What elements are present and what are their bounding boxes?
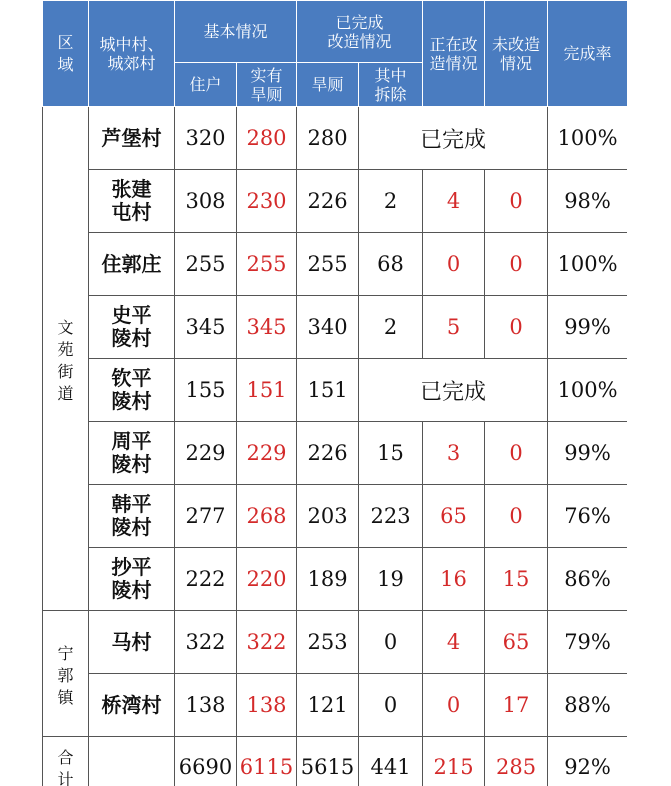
dry-toilets-value: 322: [237, 611, 297, 674]
table-row: [43, 359, 628, 422]
table-row: [43, 611, 628, 674]
header-dry-toilets: 实有 旱厕: [237, 63, 297, 107]
total-in-progress: 215: [423, 737, 485, 786]
village-name: 芦堡村: [89, 107, 175, 170]
table-row: [43, 674, 628, 737]
in-progress-value: 65: [423, 485, 485, 548]
village-name: 钦平 陵村: [89, 359, 175, 422]
village-name: 史平 陵村: [89, 296, 175, 359]
not-done-value: 15: [485, 548, 548, 611]
rate-value: 100%: [548, 107, 627, 170]
table-row: [43, 233, 628, 296]
rate-value: 88%: [548, 674, 627, 737]
toilet-renovation-table: [42, 0, 627, 786]
not-done-value: 0: [485, 485, 548, 548]
table-row: [43, 422, 628, 485]
header-region-label: 区 域: [57, 32, 74, 74]
in-progress-value: 16: [423, 548, 485, 611]
households-value: 320: [175, 107, 237, 170]
header-not-done: 未改造 情况: [485, 1, 548, 107]
completed-status: 已完成: [359, 107, 548, 170]
table-row: [43, 548, 628, 611]
done-toilet-value: 189: [297, 548, 359, 611]
header-in-progress: 正在改 造情况: [423, 1, 485, 107]
total-label: 合 计: [57, 747, 74, 786]
households-value: 138: [175, 674, 237, 737]
dry-toilets-value: 280: [237, 107, 297, 170]
village-name: 抄平 陵村: [89, 548, 175, 611]
table-row: [43, 296, 628, 359]
header-demolished: 其中 拆除: [359, 63, 423, 107]
demolished-value: 223: [359, 485, 423, 548]
table-row: [43, 107, 628, 170]
done-toilet-value: 151: [297, 359, 359, 422]
table-row: [43, 170, 628, 233]
region-cell: [43, 107, 89, 611]
rate-value: 98%: [548, 170, 627, 233]
header-basic: 基本情况: [175, 1, 297, 63]
data-table-container: [42, 0, 627, 786]
header-dry-toilet: 旱厕: [297, 63, 359, 107]
households-value: 345: [175, 296, 237, 359]
rate-value: 76%: [548, 485, 627, 548]
dry-toilets-value: 345: [237, 296, 297, 359]
dry-toilets-value: 151: [237, 359, 297, 422]
region-cell: [43, 611, 89, 737]
not-done-value: 0: [485, 296, 548, 359]
not-done-value: 17: [485, 674, 548, 737]
village-name: 周平 陵村: [89, 422, 175, 485]
total-label-cell: [43, 737, 89, 786]
total-village-empty: [89, 737, 175, 786]
not-done-value: 65: [485, 611, 548, 674]
dry-toilets-value: 268: [237, 485, 297, 548]
dry-toilets-value: 138: [237, 674, 297, 737]
village-name: 住郭庄: [89, 233, 175, 296]
rate-value: 100%: [548, 233, 627, 296]
completed-status: 已完成: [359, 359, 548, 422]
total-row: [43, 737, 628, 786]
done-toilet-value: 280: [297, 107, 359, 170]
demolished-value: 2: [359, 296, 423, 359]
header-completed: 已完成 改造情况: [297, 1, 423, 63]
done-toilet-value: 340: [297, 296, 359, 359]
dry-toilets-value: 220: [237, 548, 297, 611]
total-done-toilet: 5615: [297, 737, 359, 786]
total-demolished: 441: [359, 737, 423, 786]
not-done-value: 0: [485, 170, 548, 233]
households-value: 229: [175, 422, 237, 485]
households-value: 277: [175, 485, 237, 548]
demolished-value: 68: [359, 233, 423, 296]
dry-toilets-value: 230: [237, 170, 297, 233]
demolished-value: 0: [359, 611, 423, 674]
in-progress-value: 3: [423, 422, 485, 485]
rate-value: 100%: [548, 359, 627, 422]
total-not-done: 285: [485, 737, 548, 786]
done-toilet-value: 255: [297, 233, 359, 296]
not-done-value: 0: [485, 233, 548, 296]
households-value: 308: [175, 170, 237, 233]
header-households: 住户: [175, 63, 237, 107]
dry-toilets-value: 229: [237, 422, 297, 485]
village-name: 张建 屯村: [89, 170, 175, 233]
village-name: 韩平 陵村: [89, 485, 175, 548]
village-name: 桥湾村: [89, 674, 175, 737]
done-toilet-value: 121: [297, 674, 359, 737]
rate-value: 99%: [548, 422, 627, 485]
village-name: 马村: [89, 611, 175, 674]
households-value: 255: [175, 233, 237, 296]
demolished-value: 2: [359, 170, 423, 233]
header-rate: 完成率: [548, 1, 627, 107]
households-value: 155: [175, 359, 237, 422]
region-label: 文 苑 街 道: [57, 317, 74, 403]
in-progress-value: 0: [423, 674, 485, 737]
total-rate: 92%: [548, 737, 627, 786]
rate-value: 79%: [548, 611, 627, 674]
region-label: 宁 郭 镇: [57, 643, 74, 707]
rate-value: 99%: [548, 296, 627, 359]
total-households: 6690: [175, 737, 237, 786]
demolished-value: 19: [359, 548, 423, 611]
in-progress-value: 4: [423, 611, 485, 674]
done-toilet-value: 226: [297, 422, 359, 485]
dry-toilets-value: 255: [237, 233, 297, 296]
done-toilet-value: 226: [297, 170, 359, 233]
done-toilet-value: 253: [297, 611, 359, 674]
in-progress-value: 5: [423, 296, 485, 359]
demolished-value: 15: [359, 422, 423, 485]
table-row: [43, 485, 628, 548]
done-toilet-value: 203: [297, 485, 359, 548]
rate-value: 86%: [548, 548, 627, 611]
not-done-value: 0: [485, 422, 548, 485]
demolished-value: 0: [359, 674, 423, 737]
header-village: 城中村、 城郊村: [89, 1, 175, 107]
households-value: 322: [175, 611, 237, 674]
households-value: 222: [175, 548, 237, 611]
header-region: [43, 1, 89, 107]
total-dry-toilets: 6115: [237, 737, 297, 786]
in-progress-value: 4: [423, 170, 485, 233]
in-progress-value: 0: [423, 233, 485, 296]
